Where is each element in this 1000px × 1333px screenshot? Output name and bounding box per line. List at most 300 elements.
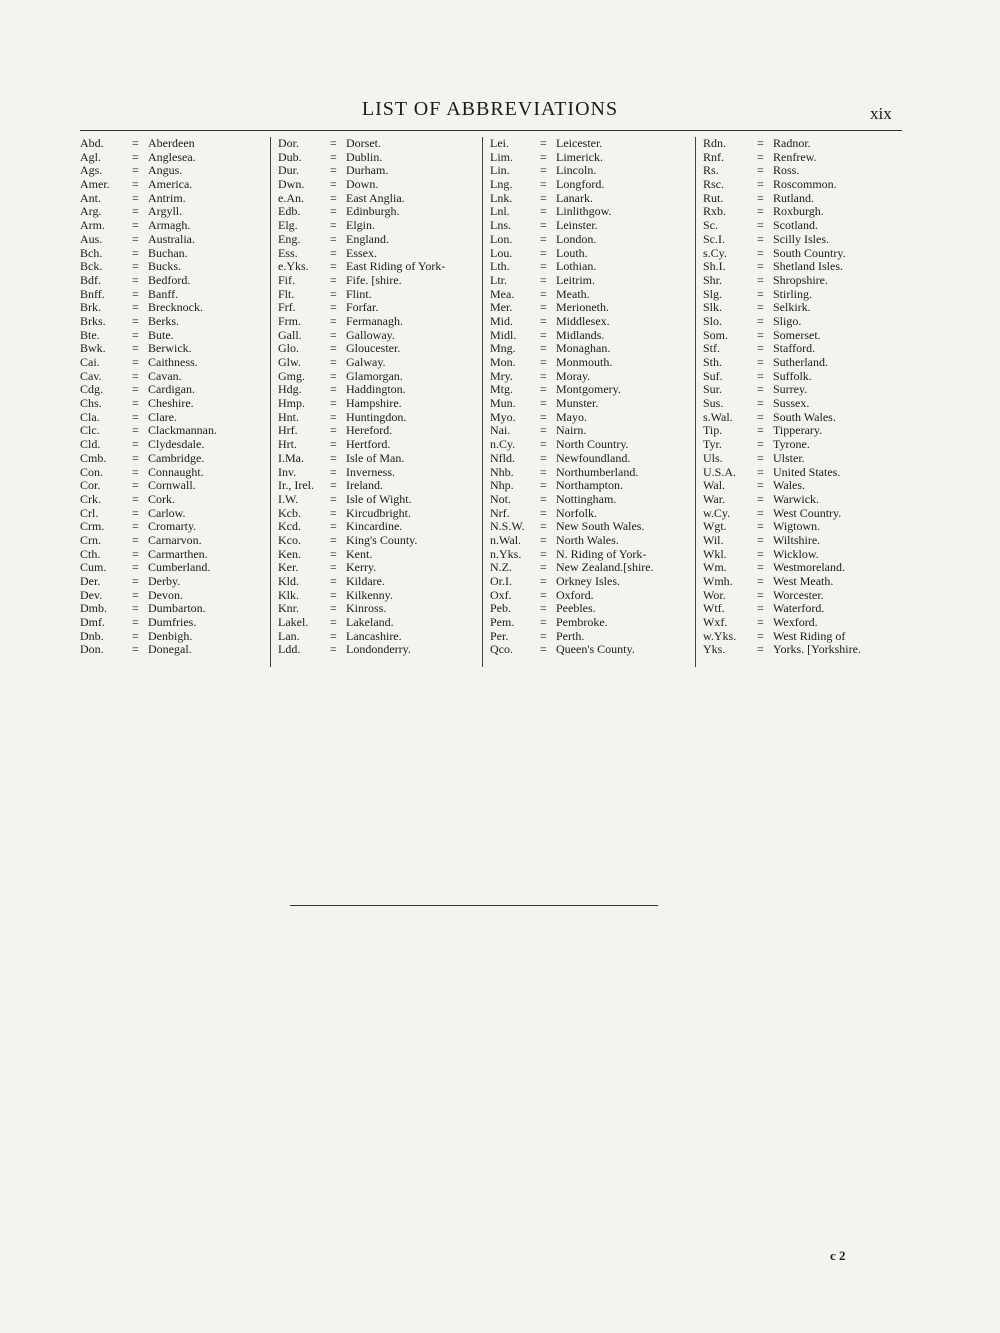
equals-sign: =	[330, 136, 337, 150]
abbreviation-entry	[80, 301, 270, 315]
abbreviation-code: Dur.	[278, 163, 299, 178]
abbreviation-entry	[80, 548, 270, 562]
abbreviation-entry	[80, 493, 270, 507]
abbreviation-entry	[483, 151, 696, 165]
abbreviation-entry	[271, 616, 483, 630]
abbreviation-entry	[271, 520, 483, 534]
abbreviation-entry	[80, 438, 270, 452]
abbreviation-code: Pem.	[490, 615, 515, 630]
equals-sign: =	[132, 396, 139, 411]
abbreviation-code: Yks.	[703, 642, 726, 657]
abbreviation-entry	[483, 288, 696, 302]
abbreviation-entry	[696, 575, 901, 589]
abbreviation-meaning: Wales.	[773, 478, 806, 493]
abbreviation-code: Agl.	[80, 149, 101, 164]
equals-sign: =	[330, 478, 337, 493]
abbreviation-entry	[80, 178, 270, 192]
equals-sign: =	[540, 505, 547, 520]
abbreviation-meaning: Cornwall.	[148, 478, 196, 493]
abbreviation-code: Frm.	[278, 313, 302, 328]
abbreviation-code: Nhp.	[490, 478, 514, 493]
abbreviation-code: N.Z.	[490, 560, 512, 575]
abbreviation-entry	[80, 383, 270, 397]
equals-sign: =	[132, 505, 139, 520]
equals-sign: =	[540, 245, 547, 260]
equals-sign: =	[757, 450, 764, 465]
abbreviation-code: Inv.	[278, 464, 297, 479]
abbreviation-entry	[80, 219, 270, 233]
abbreviation-code: Gmg.	[278, 368, 305, 383]
equals-sign: =	[132, 300, 139, 315]
abbreviation-code: Per.	[490, 628, 509, 643]
abbreviation-meaning: Inverness.	[346, 464, 395, 479]
equals-sign: =	[757, 245, 764, 260]
abbreviation-entry	[271, 205, 483, 219]
abbreviation-meaning: Carlow.	[148, 505, 186, 520]
abbreviation-code: Mng.	[490, 341, 516, 356]
header-rule	[80, 130, 902, 131]
abbreviation-meaning: Pembroke.	[556, 615, 608, 630]
abbreviation-code: Chs.	[80, 396, 102, 411]
abbreviation-meaning: Munster.	[556, 396, 599, 411]
equals-sign: =	[757, 464, 764, 479]
abbreviation-code: Gall.	[278, 327, 302, 342]
abbreviation-meaning: Denbigh.	[148, 628, 193, 643]
abbreviation-meaning: Renfrew.	[773, 149, 817, 164]
abbreviation-code: Con.	[80, 464, 104, 479]
equals-sign: =	[540, 136, 547, 150]
abbreviation-meaning: N. Riding of York-	[556, 546, 647, 561]
abbreviation-meaning: Kinross.	[346, 601, 387, 616]
abbreviation-code: Wor.	[703, 587, 726, 602]
abbreviation-entry	[271, 561, 483, 575]
equals-sign: =	[330, 382, 337, 397]
abbreviation-code: Rnf.	[703, 149, 724, 164]
abbreviation-meaning: Sutherland.	[773, 355, 828, 369]
equals-sign: =	[757, 136, 764, 150]
equals-sign: =	[540, 601, 547, 616]
abbreviation-meaning: Shetland Isles.	[773, 259, 843, 274]
equals-sign: =	[540, 190, 547, 205]
abbreviation-code: Cmb.	[80, 450, 107, 465]
abbreviation-entry	[696, 589, 901, 603]
equals-sign: =	[330, 245, 337, 260]
equals-sign: =	[757, 628, 764, 643]
abbreviation-code: Mun.	[490, 396, 516, 411]
abbreviation-meaning: Tyrone.	[773, 437, 810, 452]
abbreviation-meaning: Worcester.	[773, 587, 824, 602]
equals-sign: =	[132, 286, 139, 301]
abbreviation-code: w.Yks.	[703, 628, 737, 643]
abbreviation-meaning: Ulster.	[773, 450, 805, 465]
equals-sign: =	[757, 313, 764, 328]
abbreviation-entry	[271, 315, 483, 329]
abbreviation-entry	[483, 452, 696, 466]
abbreviation-code: Lng.	[490, 177, 513, 192]
abbreviation-meaning: Tipperary.	[773, 423, 823, 438]
abbreviation-entry	[80, 274, 270, 288]
abbreviation-code: War.	[703, 491, 726, 506]
abbreviation-entry	[80, 520, 270, 534]
abbreviation-entry	[271, 329, 483, 343]
equals-sign: =	[132, 615, 139, 630]
equals-sign: =	[132, 587, 139, 602]
abbreviation-entry	[271, 192, 483, 206]
abbreviation-meaning: Lanark.	[556, 190, 593, 205]
equals-sign: =	[132, 259, 139, 274]
abbreviation-code: Rxb.	[703, 204, 727, 219]
abbreviation-column-3	[482, 137, 696, 667]
abbreviation-code: Crn.	[80, 532, 101, 547]
abbreviation-code: n.Wal.	[490, 532, 522, 547]
abbreviation-meaning: Middlesex.	[556, 313, 610, 328]
abbreviation-entry	[271, 274, 483, 288]
abbreviation-code: Hdg.	[278, 382, 302, 397]
abbreviation-code: Mtg.	[490, 382, 514, 397]
abbreviation-meaning: Dumfries.	[148, 615, 197, 630]
abbreviation-code: Bte.	[80, 327, 100, 342]
abbreviation-meaning: Flint.	[346, 286, 372, 301]
equals-sign: =	[757, 519, 764, 534]
equals-sign: =	[757, 505, 764, 520]
abbreviation-entry	[271, 534, 483, 548]
abbreviation-entry	[696, 438, 901, 452]
abbreviation-code: Rs.	[703, 163, 719, 178]
equals-sign: =	[757, 423, 764, 438]
abbreviation-column-2	[270, 137, 483, 667]
abbreviation-entry	[271, 424, 483, 438]
abbreviation-entry	[271, 178, 483, 192]
equals-sign: =	[132, 341, 139, 356]
abbreviation-entry	[271, 288, 483, 302]
abbreviation-entry	[271, 219, 483, 233]
abbreviation-code: Cth.	[80, 546, 101, 561]
abbreviation-entry	[483, 192, 696, 206]
abbreviation-entry	[80, 233, 270, 247]
abbreviation-code: e.An.	[278, 190, 304, 205]
abbreviation-entry	[696, 397, 901, 411]
equals-sign: =	[757, 574, 764, 588]
abbreviation-meaning: Forfar.	[346, 300, 379, 315]
abbreviation-code: Edb.	[278, 204, 301, 219]
equals-sign: =	[540, 327, 547, 342]
abbreviation-code: Lei.	[490, 136, 509, 150]
abbreviation-code: Aus.	[80, 231, 103, 246]
equals-sign: =	[757, 587, 764, 602]
abbreviation-entry	[483, 397, 696, 411]
abbreviation-entry	[696, 493, 901, 507]
abbreviation-entry	[483, 164, 696, 178]
abbreviation-meaning: England.	[346, 231, 389, 246]
equals-sign: =	[540, 286, 547, 301]
equals-sign: =	[540, 163, 547, 178]
abbreviation-meaning: Edinburgh.	[346, 204, 400, 219]
abbreviation-entry	[483, 589, 696, 603]
abbreviation-meaning: Brecknock.	[148, 300, 203, 315]
abbreviation-meaning: Galloway.	[346, 327, 395, 342]
abbreviation-code: Lakel.	[278, 615, 309, 630]
abbreviation-code: Mid.	[490, 313, 514, 328]
abbreviation-entry	[483, 507, 696, 521]
equals-sign: =	[330, 300, 337, 315]
abbreviation-code: Nfld.	[490, 450, 515, 465]
abbreviation-entry	[271, 260, 483, 274]
abbreviation-code: Flt.	[278, 286, 295, 301]
abbreviation-meaning: Ireland.	[346, 478, 383, 493]
abbreviation-meaning: Fife. [shire.	[346, 272, 402, 287]
abbreviation-meaning: Bedford.	[148, 272, 191, 287]
abbreviation-meaning: South Country.	[773, 245, 846, 260]
equals-sign: =	[757, 532, 764, 547]
equals-sign: =	[540, 368, 547, 383]
abbreviation-meaning: Warwick.	[773, 491, 820, 506]
abbreviation-entry	[271, 356, 483, 370]
equals-sign: =	[757, 327, 764, 342]
abbreviation-code: Arg.	[80, 204, 102, 219]
equals-sign: =	[330, 355, 337, 369]
abbreviation-meaning: Linlithgow.	[556, 204, 612, 219]
abbreviation-entry	[80, 424, 270, 438]
equals-sign: =	[757, 286, 764, 301]
abbreviation-code: Or.I.	[490, 574, 512, 588]
abbreviation-code: Wtf.	[703, 601, 725, 616]
abbreviation-code: Bwk.	[80, 341, 106, 356]
abbreviation-meaning: Cambridge.	[148, 450, 205, 465]
abbreviation-meaning: Hereford.	[346, 423, 393, 438]
equals-sign: =	[540, 574, 547, 588]
abbreviation-entry	[80, 247, 270, 261]
abbreviation-entry	[483, 630, 696, 644]
abbreviation-meaning: Dumbarton.	[148, 601, 206, 616]
abbreviation-code: Wgt.	[703, 519, 727, 534]
abbreviation-entry	[696, 534, 901, 548]
equals-sign: =	[330, 341, 337, 356]
abbreviation-meaning: Louth.	[556, 245, 588, 260]
abbreviation-entry	[696, 164, 901, 178]
equals-sign: =	[540, 259, 547, 274]
equals-sign: =	[330, 491, 337, 506]
abbreviation-code: Sc.	[703, 218, 718, 233]
equals-sign: =	[330, 163, 337, 178]
abbreviation-meaning: Berks.	[148, 313, 179, 328]
abbreviation-meaning: Somerset.	[773, 327, 821, 342]
equals-sign: =	[330, 231, 337, 246]
equals-sign: =	[540, 218, 547, 233]
abbreviation-code: Uls.	[703, 450, 723, 465]
abbreviation-meaning: Mayo.	[556, 409, 587, 424]
equals-sign: =	[330, 423, 337, 438]
abbreviation-meaning: Hertford.	[346, 437, 391, 452]
abbreviation-meaning: Bute.	[148, 327, 174, 342]
equals-sign: =	[330, 505, 337, 520]
abbreviation-code: Bck.	[80, 259, 103, 274]
abbreviation-entry	[696, 507, 901, 521]
abbreviation-code: Mry.	[490, 368, 513, 383]
equals-sign: =	[132, 218, 139, 233]
abbreviation-entry	[696, 548, 901, 562]
abbreviation-meaning: Derby.	[148, 574, 181, 588]
equals-sign: =	[330, 204, 337, 219]
abbreviation-entry	[696, 370, 901, 384]
abbreviation-entry	[271, 575, 483, 589]
abbreviation-entry	[696, 260, 901, 274]
abbreviation-meaning: Berwick.	[148, 341, 192, 356]
abbreviation-table	[80, 137, 900, 672]
equals-sign: =	[330, 149, 337, 164]
abbreviation-meaning: Leitrim.	[556, 272, 595, 287]
abbreviation-entry	[696, 233, 901, 247]
equals-sign: =	[757, 560, 764, 575]
abbreviation-code: w.Cy.	[703, 505, 731, 520]
abbreviation-code: e.Yks.	[278, 259, 309, 274]
abbreviation-meaning: North Wales.	[556, 532, 619, 547]
abbreviation-entry	[696, 192, 901, 206]
abbreviation-entry	[271, 397, 483, 411]
equals-sign: =	[132, 368, 139, 383]
equals-sign: =	[540, 396, 547, 411]
equals-sign: =	[330, 450, 337, 465]
equals-sign: =	[540, 177, 547, 192]
abbreviation-code: Der.	[80, 574, 101, 588]
equals-sign: =	[540, 464, 547, 479]
abbreviation-code: Rut.	[703, 190, 724, 205]
abbreviation-code: N.S.W.	[490, 519, 525, 534]
abbreviation-code: Ken.	[278, 546, 301, 561]
equals-sign: =	[132, 355, 139, 369]
abbreviation-meaning: Surrey.	[773, 382, 808, 397]
equals-sign: =	[757, 642, 764, 657]
abbreviation-code: Dev.	[80, 587, 103, 602]
abbreviation-code: n.Cy.	[490, 437, 516, 452]
equals-sign: =	[132, 149, 139, 164]
abbreviation-entry	[696, 479, 901, 493]
abbreviation-code: Tip.	[703, 423, 723, 438]
abbreviation-entry	[80, 534, 270, 548]
equals-sign: =	[757, 382, 764, 397]
equals-sign: =	[757, 601, 764, 616]
abbreviation-meaning: Carmarthen.	[148, 546, 208, 561]
equals-sign: =	[757, 437, 764, 452]
abbreviation-code: I.Ma.	[278, 450, 304, 465]
equals-sign: =	[132, 423, 139, 438]
abbreviation-code: Klk.	[278, 587, 299, 602]
abbreviation-meaning: Elgin.	[346, 218, 375, 233]
abbreviation-meaning: Angus.	[148, 163, 183, 178]
abbreviation-meaning: America.	[148, 177, 193, 192]
abbreviation-entry	[80, 137, 270, 151]
equals-sign: =	[132, 574, 139, 588]
abbreviation-meaning: United States.	[773, 464, 841, 479]
abbreviation-entry	[271, 452, 483, 466]
abbreviation-code: Cdg.	[80, 382, 104, 397]
abbreviation-code: Nrf.	[490, 505, 510, 520]
equals-sign: =	[757, 231, 764, 246]
abbreviation-meaning: Queen's County.	[556, 642, 635, 657]
abbreviation-entry	[483, 575, 696, 589]
abbreviation-code: Lou.	[490, 245, 513, 260]
abbreviation-meaning: Orkney Isles.	[556, 574, 620, 588]
equals-sign: =	[132, 519, 139, 534]
abbreviation-entry	[696, 411, 901, 425]
abbreviation-meaning: Montgomery.	[556, 382, 621, 397]
abbreviation-code: Nhb.	[490, 464, 514, 479]
abbreviation-meaning: Durham.	[346, 163, 389, 178]
abbreviation-code: Cav.	[80, 368, 102, 383]
abbreviation-code: Tyr.	[703, 437, 722, 452]
abbreviation-meaning: Shropshire.	[773, 272, 828, 287]
abbreviation-code: Sth.	[703, 355, 723, 369]
abbreviation-entry	[80, 151, 270, 165]
abbreviation-code: Not.	[490, 491, 511, 506]
abbreviation-entry	[80, 561, 270, 575]
abbreviation-code: Mer.	[490, 300, 513, 315]
abbreviation-meaning: Donegal.	[148, 642, 192, 657]
abbreviation-meaning: Isle of Wight.	[346, 491, 412, 506]
abbreviation-entry	[483, 137, 696, 151]
abbreviation-entry	[696, 205, 901, 219]
abbreviation-code: Kld.	[278, 574, 299, 588]
abbreviation-meaning: Leicester.	[556, 136, 603, 150]
abbreviation-code: Kcb.	[278, 505, 301, 520]
equals-sign: =	[757, 163, 764, 178]
abbreviation-entry	[483, 178, 696, 192]
equals-sign: =	[330, 409, 337, 424]
equals-sign: =	[132, 177, 139, 192]
abbreviation-code: Slo.	[703, 313, 723, 328]
abbreviation-meaning: Kent.	[346, 546, 373, 561]
abbreviation-code: Ir., Irel.	[278, 478, 314, 493]
equals-sign: =	[132, 272, 139, 287]
abbreviation-entry	[696, 301, 901, 315]
equals-sign: =	[757, 149, 764, 164]
equals-sign: =	[757, 190, 764, 205]
abbreviation-meaning: Radnor.	[773, 136, 811, 150]
abbreviation-code: Dmb.	[80, 601, 107, 616]
abbreviation-meaning: Devon.	[148, 587, 183, 602]
abbreviation-code: Midl.	[490, 327, 517, 342]
abbreviation-entry	[271, 602, 483, 616]
equals-sign: =	[132, 409, 139, 424]
equals-sign: =	[757, 409, 764, 424]
abbreviation-code: s.Wal.	[703, 409, 733, 424]
abbreviation-meaning: Midlands.	[556, 327, 605, 342]
abbreviation-meaning: Wicklow.	[773, 546, 819, 561]
equals-sign: =	[757, 177, 764, 192]
abbreviation-code: Don.	[80, 642, 104, 657]
abbreviation-code: Bch.	[80, 245, 103, 260]
abbreviation-meaning: Stafford.	[773, 341, 816, 356]
abbreviation-code: Cai.	[80, 355, 100, 369]
abbreviation-code: I.W.	[278, 491, 299, 506]
equals-sign: =	[132, 136, 139, 150]
abbreviation-entry	[80, 643, 270, 657]
equals-sign: =	[132, 532, 139, 547]
equals-sign: =	[330, 532, 337, 547]
abbreviation-entry	[483, 342, 696, 356]
abbreviation-code: Peb.	[490, 601, 511, 616]
abbreviation-code: Ltr.	[490, 272, 507, 287]
abbreviation-code: Wm.	[703, 560, 727, 575]
equals-sign: =	[540, 491, 547, 506]
abbreviation-meaning: Suffolk.	[773, 368, 812, 383]
abbreviation-meaning: Huntingdon.	[346, 409, 407, 424]
abbreviation-meaning: Gloucester.	[346, 341, 401, 356]
abbreviation-meaning: New South Wales.	[556, 519, 645, 534]
abbreviation-entry	[696, 274, 901, 288]
abbreviation-code: Lon.	[490, 231, 513, 246]
abbreviation-meaning: Kincardine.	[346, 519, 403, 534]
abbreviation-code: Ags.	[80, 163, 103, 178]
